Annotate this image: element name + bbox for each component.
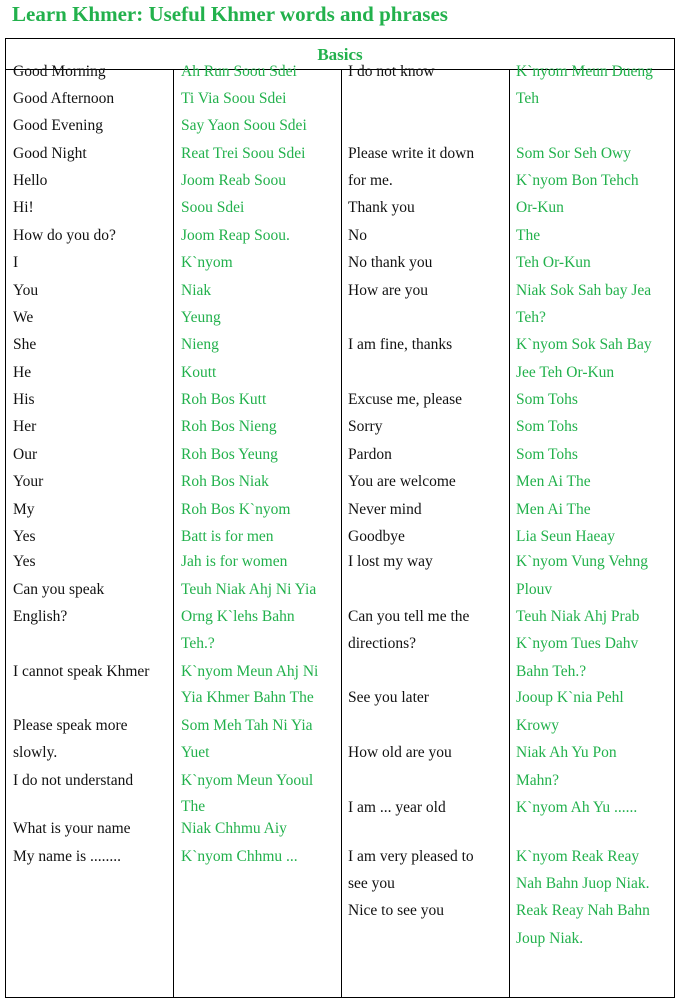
- page-title: Learn Khmer: Useful Khmer words and phrases: [12, 2, 448, 26]
- english-phrase: Good Evening: [13, 117, 103, 134]
- khmer-phrase: Joup Niak.: [516, 930, 584, 947]
- khmer-phrase: K`nyom Sok Sah Bay: [516, 336, 652, 353]
- english-phrase: I am ... year old: [348, 799, 446, 816]
- khmer-phrase: Som Meh Tah Ni Yia: [181, 717, 313, 734]
- khmer-phrase: Teh?: [516, 309, 546, 326]
- english-phrase: What is your name: [13, 820, 131, 837]
- khmer-phrase: Batt is for men: [181, 528, 274, 545]
- khmer-phrase: The: [181, 798, 206, 815]
- english-phrase: I do not know: [348, 63, 435, 80]
- english-phrase: Thank you: [348, 199, 415, 216]
- english-phrase: Excuse me, please: [348, 391, 463, 408]
- english-phrase: Yes: [13, 528, 36, 545]
- english-phrase: I am very pleased to: [348, 848, 474, 865]
- khmer-phrase: Yia Khmer Bahn The: [181, 689, 314, 706]
- khmer-phrase: Roh Bos Kutt: [181, 391, 267, 408]
- khmer-phrase: Niak Sok Sah bay Jea: [516, 282, 652, 299]
- english-phrase: Yes: [13, 553, 36, 570]
- khmer-phrase: Soou Sdei: [181, 199, 245, 216]
- khmer-phrase: Som Tohs: [516, 391, 578, 408]
- khmer-phrase: Ah Run Soou Sdei: [181, 63, 297, 80]
- column-divider: [509, 69, 510, 997]
- khmer-phrase: Roh Bos Yeung: [181, 446, 278, 463]
- english-phrase: slowly.: [13, 744, 58, 761]
- english-phrase: for me.: [348, 172, 393, 189]
- khmer-phrase: Krowy: [516, 717, 560, 734]
- english-phrase: How do you do?: [13, 227, 116, 244]
- english-phrase: I lost my way: [348, 553, 433, 570]
- english-phrase: directions?: [348, 635, 417, 652]
- english-phrase: English?: [13, 608, 68, 625]
- english-phrase: Good Night: [13, 145, 87, 162]
- english-phrase: Hello: [13, 172, 48, 189]
- english-phrase: see you: [348, 875, 395, 892]
- khmer-phrase: K`nyom Ah Yu ......: [516, 799, 638, 816]
- khmer-phrase: Teh.?: [181, 635, 215, 652]
- khmer-phrase: Ti Via Soou Sdei: [181, 90, 287, 107]
- khmer-phrase: Jee Teh Or-Kun: [516, 364, 615, 381]
- khmer-phrase: Men Ai The: [516, 501, 591, 518]
- column-divider: [173, 69, 174, 997]
- english-phrase: No: [348, 227, 367, 244]
- section-header: Basics: [6, 39, 674, 70]
- english-phrase: My: [13, 501, 35, 518]
- khmer-phrase: Yeung: [181, 309, 221, 326]
- khmer-phrase: Som Tohs: [516, 446, 578, 463]
- khmer-phrase: K`nyom Bon Tehch: [516, 172, 639, 189]
- khmer-phrase: Plouv: [516, 581, 553, 598]
- khmer-phrase: K`nyom Tues Dahv: [516, 635, 639, 652]
- khmer-phrase: K`nyom Meun Dueng: [516, 63, 653, 80]
- khmer-phrase: K`nyom Meun Yooul: [181, 772, 314, 789]
- english-phrase: Sorry: [348, 418, 383, 435]
- khmer-phrase: Som Tohs: [516, 418, 578, 435]
- khmer-phrase: Orng K`lehs Bahn: [181, 608, 295, 625]
- khmer-phrase: Niak Chhmu Aiy: [181, 820, 287, 837]
- khmer-phrase: Roh Bos Nieng: [181, 418, 277, 435]
- english-phrase: Can you tell me the: [348, 608, 470, 625]
- khmer-phrase: Koutt: [181, 364, 217, 381]
- english-phrase: He: [13, 364, 32, 381]
- english-phrase: Our: [13, 446, 38, 463]
- khmer-phrase: Teh Or-Kun: [516, 254, 591, 271]
- khmer-phrase: Som Sor Seh Owy: [516, 145, 631, 162]
- khmer-phrase: K`nyom Meun Ahj Ni: [181, 663, 319, 680]
- khmer-phrase: The: [516, 227, 541, 244]
- english-phrase: You are welcome: [348, 473, 456, 490]
- khmer-phrase: Jooup K`nia Pehl: [516, 689, 624, 706]
- khmer-phrase: Roh Bos K`nyom: [181, 501, 291, 518]
- english-phrase: Your: [13, 473, 44, 490]
- english-phrase: I cannot speak Khmer: [13, 663, 150, 680]
- phrase-table: [5, 38, 675, 998]
- khmer-phrase: Reak Reay Nah Bahn: [516, 902, 650, 919]
- khmer-phrase: Roh Bos Niak: [181, 473, 269, 490]
- khmer-phrase: Teuh Niak Ahj Prab: [516, 608, 640, 625]
- khmer-phrase: Nah Bahn Juop Niak.: [516, 875, 650, 892]
- khmer-phrase: K`nyom: [181, 254, 233, 271]
- english-phrase: You: [13, 282, 39, 299]
- english-phrase: Please write it down: [348, 145, 475, 162]
- english-phrase: His: [13, 391, 35, 408]
- khmer-phrase: K`nyom Reak Reay: [516, 848, 640, 865]
- english-phrase: Never mind: [348, 501, 422, 518]
- english-phrase: How are you: [348, 282, 429, 299]
- english-phrase: No thank you: [348, 254, 433, 271]
- english-phrase: We: [13, 309, 34, 326]
- english-phrase: Hi!: [13, 199, 34, 216]
- khmer-phrase: Niak: [181, 282, 212, 299]
- khmer-phrase: Or-Kun: [516, 199, 564, 216]
- english-phrase: She: [13, 336, 37, 353]
- english-phrase: Good Afternoon: [13, 90, 115, 107]
- column-divider: [341, 69, 342, 997]
- khmer-phrase: Teuh Niak Ahj Ni Yia: [181, 581, 317, 598]
- english-phrase: See you later: [348, 689, 429, 706]
- khmer-phrase: Men Ai The: [516, 473, 591, 490]
- khmer-phrase: Reat Trei Soou Sdei: [181, 145, 306, 162]
- khmer-phrase: Nieng: [181, 336, 219, 353]
- english-phrase: Nice to see you: [348, 902, 444, 919]
- english-phrase: How old are you: [348, 744, 452, 761]
- khmer-phrase: Yuet: [181, 744, 210, 761]
- khmer-phrase: Lia Seun Haeay: [516, 528, 615, 545]
- english-phrase: Can you speak: [13, 581, 105, 598]
- english-phrase: Please speak more: [13, 717, 128, 734]
- khmer-phrase: Teh: [516, 90, 540, 107]
- english-phrase: Her: [13, 418, 37, 435]
- english-phrase: Goodbye: [348, 528, 405, 545]
- khmer-phrase: K`nyom Vung Vehng: [516, 553, 648, 570]
- english-phrase: Good Morning: [13, 63, 106, 80]
- english-phrase: My name is ........: [13, 848, 122, 865]
- khmer-phrase: K`nyom Chhmu ...: [181, 848, 298, 865]
- english-phrase: I: [13, 254, 19, 271]
- khmer-phrase: Say Yaon Soou Sdei: [181, 117, 307, 134]
- khmer-phrase: Jah is for women: [181, 553, 288, 570]
- english-phrase: I do not understand: [13, 772, 134, 789]
- khmer-phrase: Joom Reap Soou.: [181, 227, 290, 244]
- khmer-phrase: Joom Reab Soou: [181, 172, 287, 189]
- english-phrase: I am fine, thanks: [348, 336, 453, 353]
- khmer-phrase: Mahn?: [516, 772, 560, 789]
- khmer-phrase: Bahn Teh.?: [516, 663, 587, 680]
- khmer-phrase: Niak Ah Yu Pon: [516, 744, 617, 761]
- english-phrase: Pardon: [348, 446, 392, 463]
